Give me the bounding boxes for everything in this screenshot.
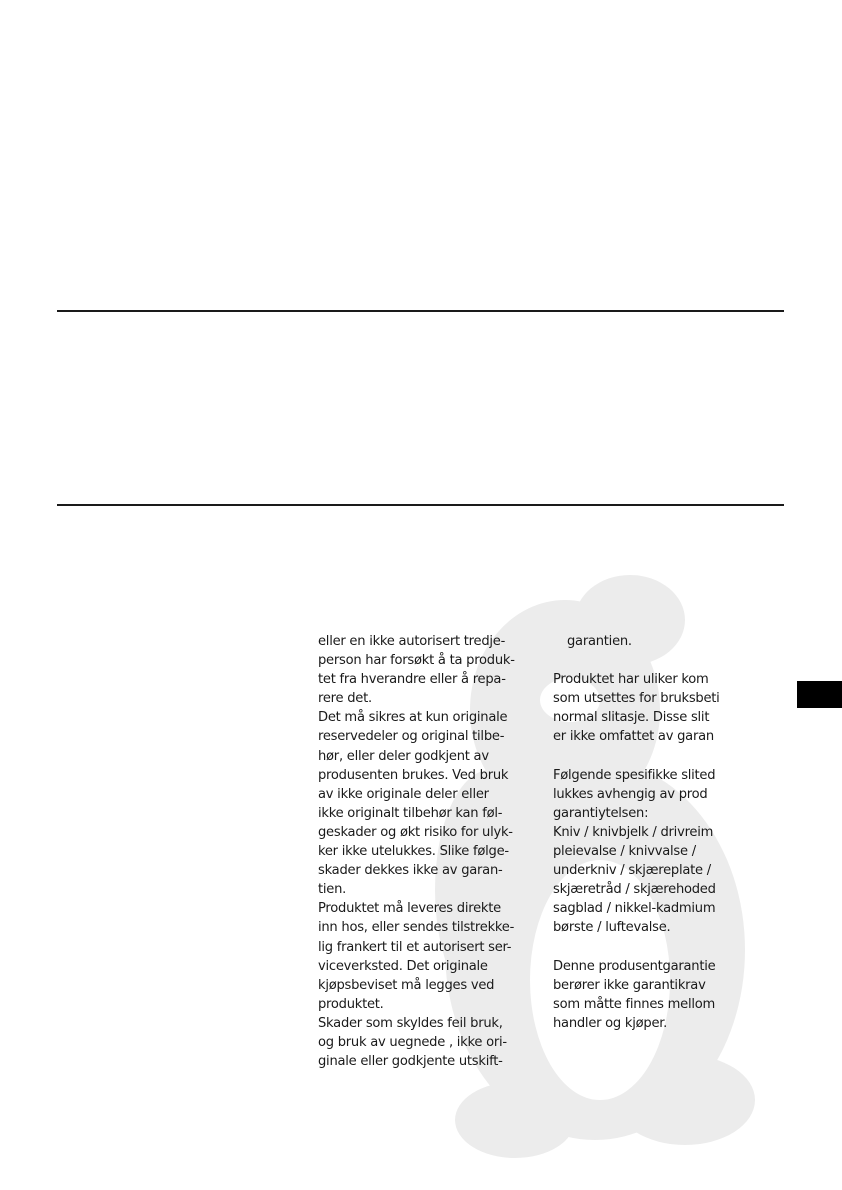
text-line: viceverksted. Det originale [318, 958, 488, 974]
text-line: Det må sikres at kun originale [318, 710, 508, 726]
text-line: normal slitasje. Disse slit [553, 710, 710, 726]
text-line: Produktet har uliker kom [553, 672, 709, 688]
text-line [553, 938, 793, 957]
text-line: Denne produsentgarantie [553, 958, 716, 974]
text-line: skader dekkes ikke av garan- [318, 863, 503, 879]
text-line: geskader og økt risiko for ulyk- [318, 824, 513, 840]
text-line: tien. [318, 882, 347, 898]
text-line [553, 747, 793, 766]
text-line: person har forsøkt å ta produk- [318, 653, 515, 669]
text-line [553, 651, 793, 670]
text-line: hør, eller deler godkjent av [318, 748, 489, 764]
text-line: inn hos, eller sendes tilstrekke- [318, 920, 515, 936]
text-line: ginale eller godkjente utskift- [318, 1054, 503, 1070]
text-line: er ikke omfattet av garan [553, 729, 714, 745]
text-line: eller en ikke autorisert tredje- [318, 634, 506, 649]
horizontal-rule-top [57, 310, 784, 312]
text-line: produktet. [318, 996, 384, 1012]
text-line: berører ikke garantikrav [553, 977, 706, 993]
text-line: og bruk av uegnede , ikke ori- [318, 1034, 507, 1050]
text-line: underkniv / skjæreplate / [553, 863, 711, 879]
text-line: produsenten brukes. Ved bruk [318, 767, 509, 783]
text-line: av ikke originale deler eller [318, 786, 489, 802]
text-line: garantiytelsen: [553, 805, 649, 821]
text-line: børste / luftevalse. [553, 920, 671, 936]
text-line: pleievalse / knivvalse / [553, 844, 696, 860]
text-line: kjøpsbeviset må legges ved [318, 977, 495, 993]
text-line: lukkes avhengig av prod [553, 786, 708, 802]
text-line: som måtte finnes mellom [553, 996, 716, 1012]
text-line: handler og kjøper. [553, 1015, 668, 1031]
horizontal-rule-middle [57, 504, 784, 506]
text-column-2 [553, 632, 793, 1033]
text-line: sagblad / nikkel-kadmium [553, 901, 716, 917]
text-line: tet fra hverandre eller å repa- [318, 672, 506, 688]
text-line: rere det. [318, 691, 372, 707]
text-line: reservedeler og original tilbe- [318, 729, 505, 745]
text-line: garantien. [567, 634, 632, 649]
text-line: Skader som skyldes feil bruk, [318, 1015, 503, 1031]
text-line: lig frankert til et autorisert ser- [318, 939, 512, 955]
text-line: Følgende spesifikke slited [553, 767, 716, 783]
language-tab-marker [797, 681, 842, 708]
text-line: ker ikke utelukkes. Slike følge- [318, 844, 509, 860]
text-line: Kniv / knivbjelk / drivreim [553, 824, 714, 840]
text-line: som utsettes for bruksbeti [553, 691, 720, 707]
text-line: Produktet må leveres direkte [318, 901, 501, 917]
text-line: ikke originalt tilbehør kan føl- [318, 805, 503, 821]
text-column-1 [318, 632, 540, 1071]
text-line: skjæretråd / skjærehoded [553, 882, 716, 898]
